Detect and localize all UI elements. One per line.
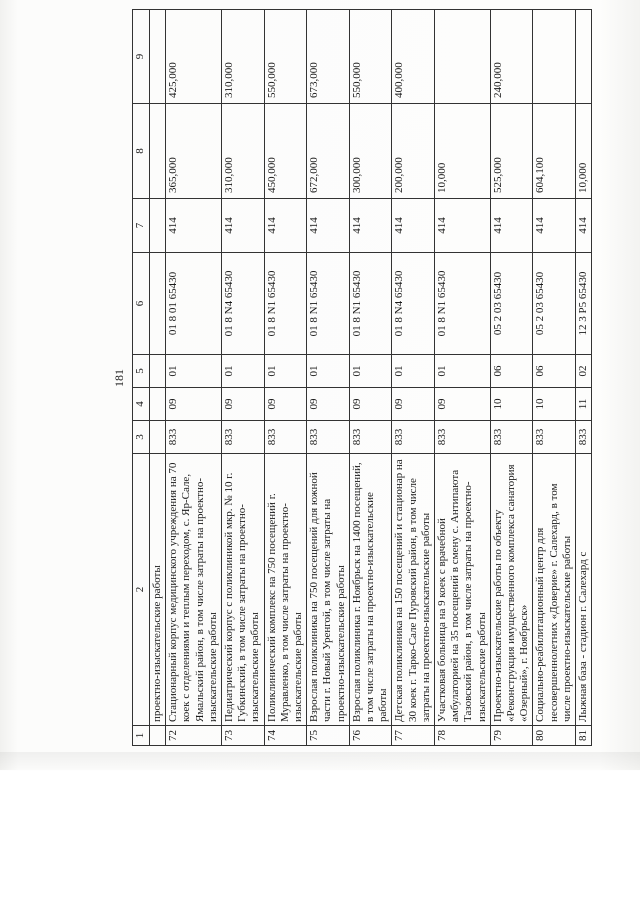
cell-code-3: 833 — [264, 421, 307, 454]
object-name: Взрослая поликлиника г. Ноябрьск на 1400 посещений, в том числе затраты на проектно-изыскательские работы — [349, 454, 392, 726]
table-row — [307, 10, 350, 746]
cell-code-3: 833 — [576, 421, 592, 454]
cell-code-7: 414 — [435, 199, 491, 253]
cell-amount-9: 310,000 — [222, 10, 265, 104]
cell-code-6: 01 8 N1 65430 — [349, 253, 392, 355]
cell-code-4: 09 — [264, 388, 307, 421]
cell-code-3: 833 — [222, 421, 265, 454]
header-row — [133, 10, 150, 746]
object-name: Поликлинический комплекс на 750 посещений г. Муравленко, в том числе затраты на проектно-изыскательские работы — [264, 454, 307, 726]
header-cell: 9 — [133, 10, 150, 104]
cell-code-5: 06 — [490, 355, 533, 388]
page-number: 181 — [112, 369, 126, 387]
cell-code-6: 01 8 N4 65430 — [222, 253, 265, 355]
header-cell: 2 — [133, 454, 150, 726]
row-number: 81 — [576, 726, 592, 746]
cell-code-5: 02 — [576, 355, 592, 388]
cell-code-5: 01 — [435, 355, 491, 388]
header-cell: 8 — [133, 104, 150, 199]
cell-code-7: 414 — [264, 199, 307, 253]
budget-table — [132, 9, 592, 746]
cell-code-6: 01 8 N4 65430 — [392, 253, 435, 355]
table-row — [435, 10, 491, 746]
row-number: 78 — [435, 726, 491, 746]
cell-code-6: 01 8 N1 65430 — [435, 253, 491, 355]
cell-code-4: 09 — [349, 388, 392, 421]
cell-code-4: 10 — [490, 388, 533, 421]
cell-code-6: 12 3 P5 65430 — [576, 253, 592, 355]
row-number: 73 — [222, 726, 265, 746]
object-name: Социально-реабилитационный центр для несовершеннолетних «Доверие» г. Салехард, в том числе проектно-изыскательские работы — [533, 454, 576, 726]
header-cell: 1 — [133, 726, 150, 746]
rotated-document-page — [110, 8, 610, 748]
cell-code-6: 01 8 N1 65430 — [264, 253, 307, 355]
row-number: 72 — [166, 726, 222, 746]
object-name: Проектно-изыскательские работы по объекту «Реконструкция имущественного комплекса санатория «Озерный», г. Ноябрьск» — [490, 454, 533, 726]
cell-code-4: 09 — [307, 388, 350, 421]
cell-code-5: 01 — [349, 355, 392, 388]
cell-amount-9 — [576, 10, 592, 104]
cell-amount-8: 672,000 — [307, 104, 350, 199]
cell-code-3: 833 — [533, 421, 576, 454]
cell-amount-8: 450,000 — [264, 104, 307, 199]
cell-amount-9 — [435, 10, 491, 104]
cell-amount-8: 200,000 — [392, 104, 435, 199]
row-number: 79 — [490, 726, 533, 746]
object-name: Взрослая поликлиника на 750 посещений для южной части г. Новый Уренгой, в том числе затраты на проектно-изыскательские работы — [307, 454, 350, 726]
cell-code-4: 09 — [392, 388, 435, 421]
carryover-row — [150, 10, 166, 746]
header-cell: 6 — [133, 253, 150, 355]
object-name: Участковая больница на 9 коек с врачебной амбулаторией на 35 посещений в смену с. Антипаюта Тазовский район, в том числе затраты на проектно-изыскательские работы — [435, 454, 491, 726]
cell-amount-8: 10,000 — [435, 104, 491, 199]
table-row — [533, 10, 576, 746]
header-cell: 3 — [133, 421, 150, 454]
cell-amount-9: 425,000 — [166, 10, 222, 104]
object-name: Лыжная база - стадион г. Салехард с — [576, 454, 592, 726]
cell-code-5: 01 — [222, 355, 265, 388]
cell-code-3: 833 — [490, 421, 533, 454]
cell-code-5: 01 — [307, 355, 350, 388]
row-number: 74 — [264, 726, 307, 746]
object-name: Педиатрический корпус с поликлиникой мкр. № 10 г. Губкинский, в том числе затраты на проектно-изыскательские работы — [222, 454, 265, 726]
cell-amount-8: 300,000 — [349, 104, 392, 199]
cell-amount-9: 673,000 — [307, 10, 350, 104]
table-row — [166, 10, 222, 746]
cell-code-6: 05 2 03 65430 — [533, 253, 576, 355]
header-cell: 5 — [133, 355, 150, 388]
cell-code-6: 05 2 03 65430 — [490, 253, 533, 355]
table-row — [264, 10, 307, 746]
header-cell: 4 — [133, 388, 150, 421]
cell-code-4: 10 — [533, 388, 576, 421]
cell-code-3: 833 — [307, 421, 350, 454]
cell-code-4: 09 — [222, 388, 265, 421]
cell-code-4: 09 — [166, 388, 222, 421]
row-number: 75 — [307, 726, 350, 746]
cell-amount-9: 550,000 — [349, 10, 392, 104]
scan-edge-shadow — [0, 752, 640, 772]
row-number: 80 — [533, 726, 576, 746]
cell-amount-8: 525,000 — [490, 104, 533, 199]
cell-amount-8: 604,100 — [533, 104, 576, 199]
cell-code-7: 414 — [307, 199, 350, 253]
cell-code-7: 414 — [166, 199, 222, 253]
cell-code-6: 01 8 N1 65430 — [307, 253, 350, 355]
cell-code-4: 09 — [435, 388, 491, 421]
cell-amount-8: 310,000 — [222, 104, 265, 199]
cell-code-7: 414 — [533, 199, 576, 253]
row-number: 76 — [349, 726, 392, 746]
cell-code-3: 833 — [166, 421, 222, 454]
object-name: Детская поликлиника на 150 посещений и стационар на 30 коек г. Тарко-Сале Пуровский район, в том числе затраты на проектно-изыскательские работы — [392, 454, 435, 726]
table-row — [349, 10, 392, 746]
cell-code-7: 414 — [222, 199, 265, 253]
cell-code-5: 06 — [533, 355, 576, 388]
row-number: 77 — [392, 726, 435, 746]
cell-code-7: 414 — [392, 199, 435, 253]
cell-amount-9 — [533, 10, 576, 104]
cell-code-7: 414 — [576, 199, 592, 253]
table-row — [490, 10, 533, 746]
cell-code-3: 833 — [435, 421, 491, 454]
cell-amount-9: 240,000 — [490, 10, 533, 104]
cell-amount-9: 400,000 — [392, 10, 435, 104]
object-name: Стационарный корпус медицинского учреждения на 70 коек с отделениями и теплым переходом, с. Яр-Сале, Ямальский район, в том числе затраты на проектно-изыскательские работы — [166, 454, 222, 726]
cell-amount-8: 10,000 — [576, 104, 592, 199]
cell-code-3: 833 — [349, 421, 392, 454]
cell-code-6: 01 8 01 65430 — [166, 253, 222, 355]
cell-code-7: 414 — [349, 199, 392, 253]
cell-code-3: 833 — [392, 421, 435, 454]
table-row — [576, 10, 592, 746]
cell-code-5: 01 — [392, 355, 435, 388]
cell-amount-9: 550,000 — [264, 10, 307, 104]
header-cell: 7 — [133, 199, 150, 253]
cell-code-5: 01 — [166, 355, 222, 388]
carryover-text: проектно-изыскательские работы — [150, 454, 166, 726]
cell-amount-8: 365,000 — [166, 104, 222, 199]
cell-code-4: 11 — [576, 388, 592, 421]
cell-code-7: 414 — [490, 199, 533, 253]
table-row — [222, 10, 265, 746]
table-row — [392, 10, 435, 746]
cell-code-5: 01 — [264, 355, 307, 388]
